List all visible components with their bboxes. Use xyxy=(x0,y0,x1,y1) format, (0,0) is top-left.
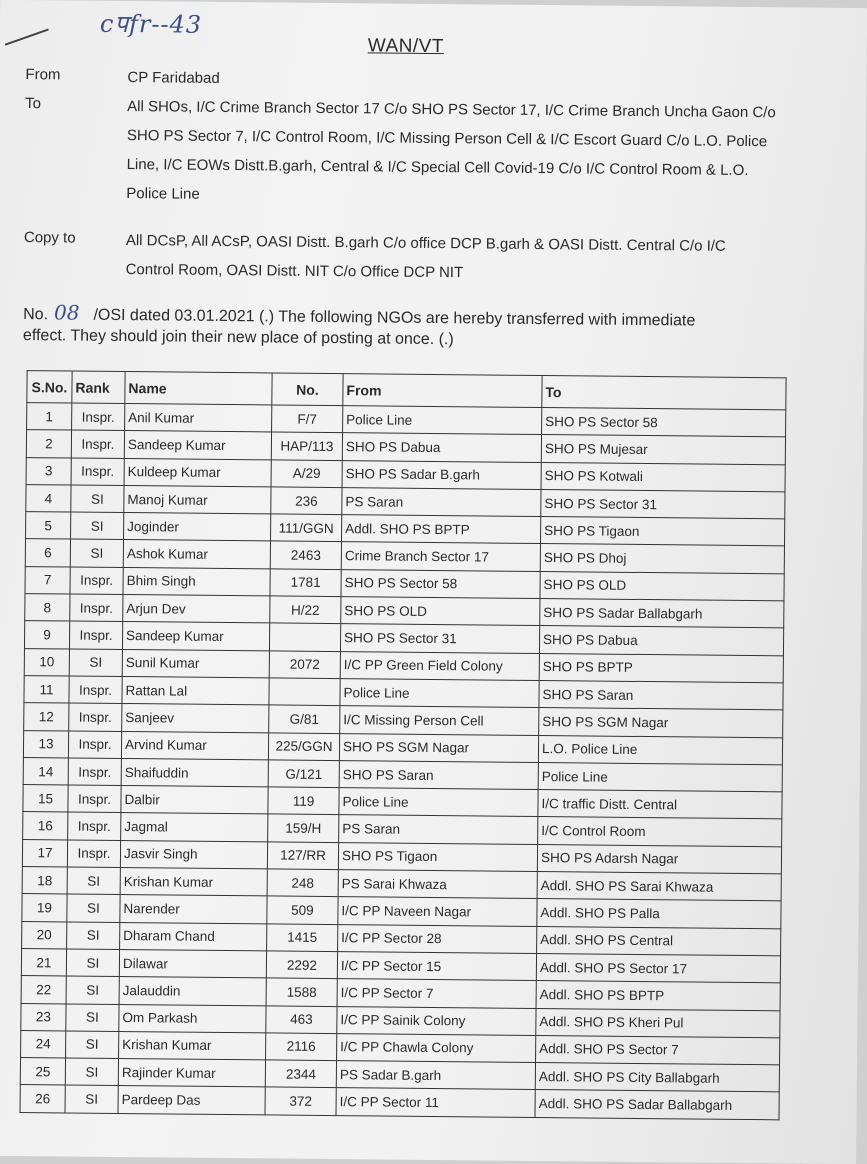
cell-from: Police Line xyxy=(339,788,538,817)
cell-from: PS Saran xyxy=(339,815,538,844)
cell-from: Police Line xyxy=(343,406,542,435)
cell-no: 236 xyxy=(271,487,342,515)
document-title: WAN/VT xyxy=(367,35,445,58)
cell-name: Joginder xyxy=(124,513,271,542)
cell-to: Addl. SHO PS Kheri Pul xyxy=(536,1008,780,1038)
cell-no: 1588 xyxy=(266,978,337,1006)
cell-name: Shaifuddin xyxy=(121,758,268,787)
to-line: SHO PS Sector 7, I/C Control Room, I/C Missing Person Cell & I/C Escort Guard C/o L.O. Police xyxy=(126,127,768,151)
cell-to: Police Line xyxy=(538,762,782,792)
cell-from: SHO PS Sector 31 xyxy=(340,624,539,653)
cell-to: Addl. SHO PS BPTP xyxy=(536,981,780,1011)
cell-no: A/29 xyxy=(271,460,342,488)
cell-rank: SI xyxy=(67,894,120,922)
cell-name: Sandeep Kumar xyxy=(124,431,271,460)
cell-sno: 16 xyxy=(23,812,68,840)
cell-no: 159/H xyxy=(268,814,339,842)
cell-sno: 21 xyxy=(21,948,66,976)
cell-sno: 24 xyxy=(21,1030,66,1058)
cell-from: I/C PP Green Field Colony xyxy=(340,651,539,680)
table-body xyxy=(20,403,786,1120)
cell-sno: 18 xyxy=(22,867,67,895)
cell-no: G/81 xyxy=(269,705,340,733)
cell-sno: 25 xyxy=(20,1058,65,1086)
cell-no: 1781 xyxy=(270,569,341,597)
cell-sno: 5 xyxy=(26,512,71,540)
cell-name: Manoj Kumar xyxy=(124,485,271,514)
cell-sno: 19 xyxy=(22,894,67,922)
cell-name: Krishan Kumar xyxy=(120,868,267,897)
cell-sno: 22 xyxy=(21,976,66,1004)
cell-to: Addl. SHO PS Palla xyxy=(537,899,781,929)
cell-from: PS Sarai Khwaza xyxy=(338,870,537,899)
cell-from: I/C Missing Person Cell xyxy=(340,706,539,735)
cell-name: Bhim Singh xyxy=(123,567,270,596)
to-line: Police Line xyxy=(126,185,200,203)
cell-to: Addl. SHO PS Sector 7 xyxy=(536,1035,780,1065)
cell-to: SHO PS BPTP xyxy=(539,653,783,683)
cell-sno: 15 xyxy=(23,785,68,813)
to-addressees xyxy=(126,92,787,214)
cell-rank: SI xyxy=(71,485,124,513)
cell-name: Arjun Dev xyxy=(123,595,270,624)
cell-to: SHO PS Mujesar xyxy=(541,435,785,465)
cell-name: Sanjeev xyxy=(122,704,269,733)
cell-name: Pardeep Das xyxy=(118,1086,265,1115)
cell-sno: 7 xyxy=(25,566,70,594)
cell-rank: Inspr. xyxy=(68,731,121,759)
cell-no: 111/GGN xyxy=(271,514,342,542)
cell-no: 1415 xyxy=(267,924,338,952)
copy-to-label: Copy to xyxy=(23,229,76,247)
cell-name: Narender xyxy=(120,895,267,924)
cell-no: 372 xyxy=(265,1087,336,1115)
from-value: CP Faridabad xyxy=(127,69,220,87)
cell-to: SHO PS Sector 58 xyxy=(542,408,786,438)
copy-line: Control Room, OASI Distt. NIT C/o Office DCP NIT xyxy=(125,261,464,282)
cell-sno: 14 xyxy=(23,757,68,785)
cell-to: Addl. SHO PS Sarai Khwaza xyxy=(537,872,781,902)
cell-to: SHO PS SGM Nagar xyxy=(539,708,783,738)
cell-rank: SI xyxy=(65,1058,118,1086)
cell-rank: SI xyxy=(71,512,124,540)
cell-sno: 1 xyxy=(27,403,72,431)
cell-from: SHO PS Sector 58 xyxy=(341,569,540,598)
cell-to: I/C traffic Distt. Central xyxy=(538,790,782,820)
cell-rank: Inspr. xyxy=(68,785,121,813)
cell-rank: Inspr. xyxy=(69,676,122,704)
cell-from: Addl. SHO PS BPTP xyxy=(342,515,541,544)
cell-sno: 3 xyxy=(26,457,71,485)
header-rank: Rank xyxy=(72,371,125,404)
cell-name: Jagmal xyxy=(121,813,268,842)
cell-name: Om Parkash xyxy=(119,1004,266,1033)
cell-from: SHO PS Saran xyxy=(339,760,538,789)
header-from: From xyxy=(343,374,542,408)
copy-line: All DCsP, All ACsP, OASI Distt. B.garh C/o office DCP B.garh & OASI Distt. Central C/o I/C xyxy=(125,232,726,255)
cell-rank: SI xyxy=(67,867,120,895)
cell-no xyxy=(269,623,340,651)
cell-rank: Inspr. xyxy=(71,458,124,486)
cell-from: I/C PP Sector 7 xyxy=(337,979,536,1008)
cell-sno: 9 xyxy=(24,621,69,649)
cell-from: Crime Branch Sector 17 xyxy=(341,542,540,571)
cell-from: SHO PS OLD xyxy=(341,597,540,626)
cell-rank: Inspr. xyxy=(68,758,121,786)
cell-no: 248 xyxy=(267,869,338,897)
to-label: To xyxy=(25,95,42,113)
cell-no: 119 xyxy=(268,787,339,815)
cell-from: SHO PS SGM Nagar xyxy=(339,733,538,762)
from-label: From xyxy=(25,66,61,84)
cell-name: Jasvir Singh xyxy=(120,840,267,869)
pen-stroke xyxy=(5,28,49,45)
cell-from: Police Line xyxy=(340,679,539,708)
cell-to: I/C Control Room xyxy=(538,817,782,847)
cell-sno: 23 xyxy=(21,1003,66,1031)
cell-rank: Inspr. xyxy=(69,621,122,649)
cell-no: 463 xyxy=(266,1005,337,1033)
cell-rank: SI xyxy=(69,649,122,677)
cell-sno: 4 xyxy=(26,484,71,512)
cell-from: I/C PP Naveen Nagar xyxy=(338,897,537,926)
cell-sno: 20 xyxy=(22,921,67,949)
cell-from: SHO PS Dabua xyxy=(342,433,541,462)
cell-no: HAP/113 xyxy=(271,432,342,460)
cell-rank: Inspr. xyxy=(69,703,122,731)
cell-from: I/C PP Chawla Colony xyxy=(337,1033,536,1062)
cell-to: SHO PS Dhoj xyxy=(540,544,784,574)
cell-name: Sunil Kumar xyxy=(122,649,269,678)
to-line: Line, I/C EOWs Distt.B.garh, Central & I/C Special Cell Covid-19 C/o I/C Control Room & L.O. xyxy=(126,156,749,179)
cell-to: SHO PS Saran xyxy=(539,680,783,710)
cell-from: I/C PP Sector 28 xyxy=(338,924,537,953)
cell-no: 509 xyxy=(267,896,338,924)
cell-no: 2116 xyxy=(266,1033,337,1061)
cell-to: SHO PS Sector 31 xyxy=(541,489,785,519)
cell-name: Dharam Chand xyxy=(120,922,267,951)
cell-to: L.O. Police Line xyxy=(538,735,782,765)
cell-name: Krishan Kumar xyxy=(119,1031,266,1060)
cell-rank: SI xyxy=(70,539,123,567)
cell-rank: Inspr. xyxy=(67,840,120,868)
cell-rank: Inspr. xyxy=(70,567,123,595)
cell-from: SHO PS Tigaon xyxy=(338,842,537,871)
cell-rank: Inspr. xyxy=(72,403,125,431)
cell-name: Dalbir xyxy=(121,786,268,815)
header-no: No. xyxy=(272,373,343,406)
cell-to: SHO PS Tigaon xyxy=(540,517,784,547)
cell-name: Dilawar xyxy=(119,949,266,978)
cell-no: 127/RR xyxy=(267,842,338,870)
cell-to: Addl. SHO PS Sadar Ballabgarh xyxy=(535,1090,779,1120)
cell-to: SHO PS OLD xyxy=(540,571,784,601)
to-line: All SHOs, I/C Crime Branch Sector 17 C/o SHO PS Sector 17, I/C Crime Branch Uncha Gaon C/o xyxy=(127,98,776,122)
cell-from: I/C PP Sainik Colony xyxy=(337,1006,536,1035)
cell-to: SHO PS Kotwali xyxy=(541,462,785,492)
cell-no: 2463 xyxy=(270,541,341,569)
order-text-2: effect. They should join their new place of posting at once. (.) xyxy=(22,327,454,349)
cell-to: SHO PS Dabua xyxy=(539,626,783,656)
cell-sno: 11 xyxy=(24,676,69,704)
order-no-label: No. xyxy=(23,306,49,324)
cell-from: SHO PS Sadar B.garh xyxy=(342,460,541,489)
header-sno: S.No. xyxy=(27,371,72,403)
handwritten-file-note: cपfr--43 xyxy=(99,9,203,39)
order-text-1: /OSI dated 03.01.2021 (.) The following NGOs are hereby transferred with immediate xyxy=(93,306,696,330)
cell-sno: 8 xyxy=(25,594,70,622)
cell-no: H/22 xyxy=(270,596,341,624)
cell-sno: 6 xyxy=(25,539,70,567)
cell-rank: SI xyxy=(66,976,119,1004)
cell-name: Anil Kumar xyxy=(125,404,272,433)
cell-rank: SI xyxy=(66,949,119,977)
transfer-table xyxy=(20,370,787,1120)
cell-name: Ashok Kumar xyxy=(123,540,270,569)
cell-rank: SI xyxy=(65,1085,118,1113)
cell-no: F/7 xyxy=(272,405,343,433)
copy-to-recipients xyxy=(125,226,786,290)
cell-to: Addl. SHO PS City Ballabgarh xyxy=(535,1063,779,1093)
cell-sno: 17 xyxy=(22,839,67,867)
cell-no: 2292 xyxy=(266,951,337,979)
cell-sno: 13 xyxy=(23,730,68,758)
cell-sno: 12 xyxy=(24,703,69,731)
cell-from: PS Sadar B.garh xyxy=(336,1061,535,1090)
cell-name: Kuldeep Kumar xyxy=(124,458,271,487)
cell-rank: SI xyxy=(67,922,120,950)
cell-name: Sandeep Kumar xyxy=(122,622,269,651)
cell-sno: 2 xyxy=(26,430,71,458)
cell-no xyxy=(269,678,340,706)
order-subject xyxy=(23,302,803,353)
cell-sno: 26 xyxy=(20,1085,65,1113)
order-no-handwritten: 08 xyxy=(53,300,80,325)
cell-name: Arvind Kumar xyxy=(121,731,268,760)
cell-to: SHO PS Sadar Ballabgarh xyxy=(540,599,784,629)
cell-rank: Inspr. xyxy=(68,812,121,840)
cell-rank: Inspr. xyxy=(70,594,123,622)
cell-to: SHO PS Adarsh Nagar xyxy=(537,844,781,874)
cell-no: 2072 xyxy=(269,651,340,679)
cell-no: 225/GGN xyxy=(268,732,339,760)
cell-from: I/C PP Sector 15 xyxy=(337,952,536,981)
cell-rank: SI xyxy=(66,1004,119,1032)
cell-rank: Inspr. xyxy=(71,430,124,458)
cell-sno: 10 xyxy=(24,648,69,676)
cell-from: I/C PP Sector 11 xyxy=(336,1088,535,1117)
cell-to: Addl. SHO PS Sector 17 xyxy=(536,953,780,983)
cell-rank: SI xyxy=(66,1031,119,1059)
header-to: To xyxy=(542,376,786,410)
cell-no: G/121 xyxy=(268,760,339,788)
cell-no: 2344 xyxy=(265,1060,336,1088)
cell-name: Rajinder Kumar xyxy=(118,1059,265,1088)
header-name: Name xyxy=(125,372,272,405)
cell-name: Jalauddin xyxy=(119,977,266,1006)
cell-to: Addl. SHO PS Central xyxy=(537,926,781,956)
cell-from: PS Saran xyxy=(342,488,541,517)
cell-name: Rattan Lal xyxy=(122,676,269,705)
